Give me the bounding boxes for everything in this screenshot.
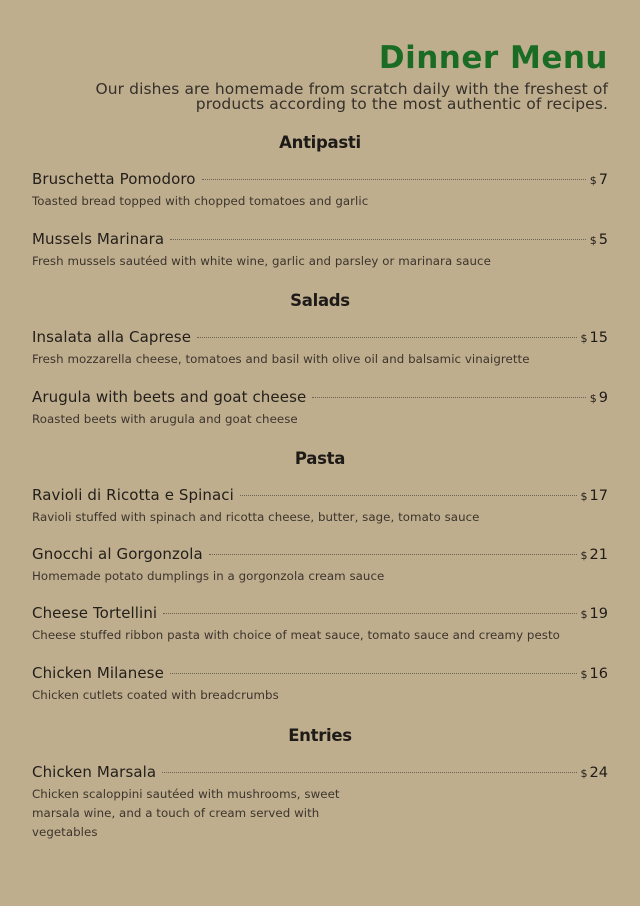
item-description: Fresh mozzarella cheese, tomatoes and basil with olive oil and balsamic vinaigrette [32,352,530,366]
item-price [581,545,608,566]
item-description: Homemade potato dumplings in a gorgonzola cream sauce [32,569,385,583]
item-description: Cheese stuffed ribbon pasta with choice of meat sauce, tomato sauce and creamy pesto [32,628,560,642]
menu-page [32,0,608,906]
currency-symbol: $ [580,668,588,681]
item-price [590,170,608,191]
item-price [590,388,608,409]
price-value: 5 [598,232,608,248]
item-name: Bruschetta Pomodoro [32,170,196,188]
item-price [581,604,608,625]
menu-item [32,229,608,271]
price-value: 15 [589,330,608,346]
item-name: Arugula with beets and goat cheese [32,388,307,406]
dotted-leader [240,494,577,496]
currency-symbol: $ [580,490,588,503]
menu-item [32,603,608,645]
dotted-leader [209,553,577,555]
currency-symbol: $ [589,234,597,247]
section-title-antipasti: Antipasti [279,133,361,152]
currency-symbol: $ [580,332,588,345]
item-description: Roasted beets with arugula and goat cheese [32,412,298,426]
dotted-leader [197,336,577,338]
item-name: Mussels Marinara [32,230,165,248]
price-value: 21 [589,547,608,563]
menu-title: Dinner Menu [378,40,608,76]
price-value: 24 [589,765,608,781]
item-description: Toasted bread topped with chopped tomatoes and garlic [32,194,369,208]
dotted-leader [170,238,586,240]
item-price [590,230,608,251]
menu-item [32,387,608,429]
currency-symbol: $ [580,608,588,621]
item-price [581,664,608,685]
section-title-salads: Salads [290,291,350,310]
item-description: Chicken scaloppini sautéed with mushrooms, sweet marsala wine, and a touch of cream served with vegetables [32,787,340,839]
item-name: Gnocchi al Gorgonzola [32,545,203,563]
currency-symbol: $ [589,174,597,187]
price-value: 19 [589,606,608,622]
menu-item [32,485,608,527]
dotted-leader [202,178,586,180]
section-title-pasta: Pasta [294,449,346,468]
price-value: 7 [598,172,608,188]
item-price [581,486,608,507]
menu-item [32,327,608,369]
currency-symbol: $ [580,767,588,780]
menu-item [32,762,608,842]
section-title-entries: Entries [288,726,352,745]
dotted-leader [163,612,576,614]
dotted-leader [170,672,577,674]
currency-symbol: $ [589,392,597,405]
item-name: Chicken Milanese [32,664,164,682]
currency-symbol: $ [580,549,588,562]
item-name: Cheese Tortellini [32,604,158,622]
item-name: Chicken Marsala [32,763,157,781]
item-name: Ravioli di Ricotta e Spinaci [32,486,234,504]
menu-item [32,544,608,586]
dotted-leader [312,396,585,398]
price-value: 16 [589,666,608,682]
menu-item [32,169,608,211]
price-value: 9 [598,390,608,406]
menu-subtitle: Our dishes are homemade from scratch daily with the freshest of products according to the most authentic of recipes. [95,80,608,113]
item-description: Ravioli stuffed with spinach and ricotta cheese, butter, sage, tomato sauce [32,510,480,524]
dotted-leader [162,771,576,773]
item-name: Insalata alla Caprese [32,328,192,346]
menu-item [32,663,608,705]
item-price [581,763,608,784]
item-description: Chicken cutlets coated with breadcrumbs [32,688,279,702]
item-description: Fresh mussels sautéed with white wine, garlic and parsley or marinara sauce [32,254,491,268]
price-value: 17 [589,488,608,504]
item-price [581,328,608,349]
